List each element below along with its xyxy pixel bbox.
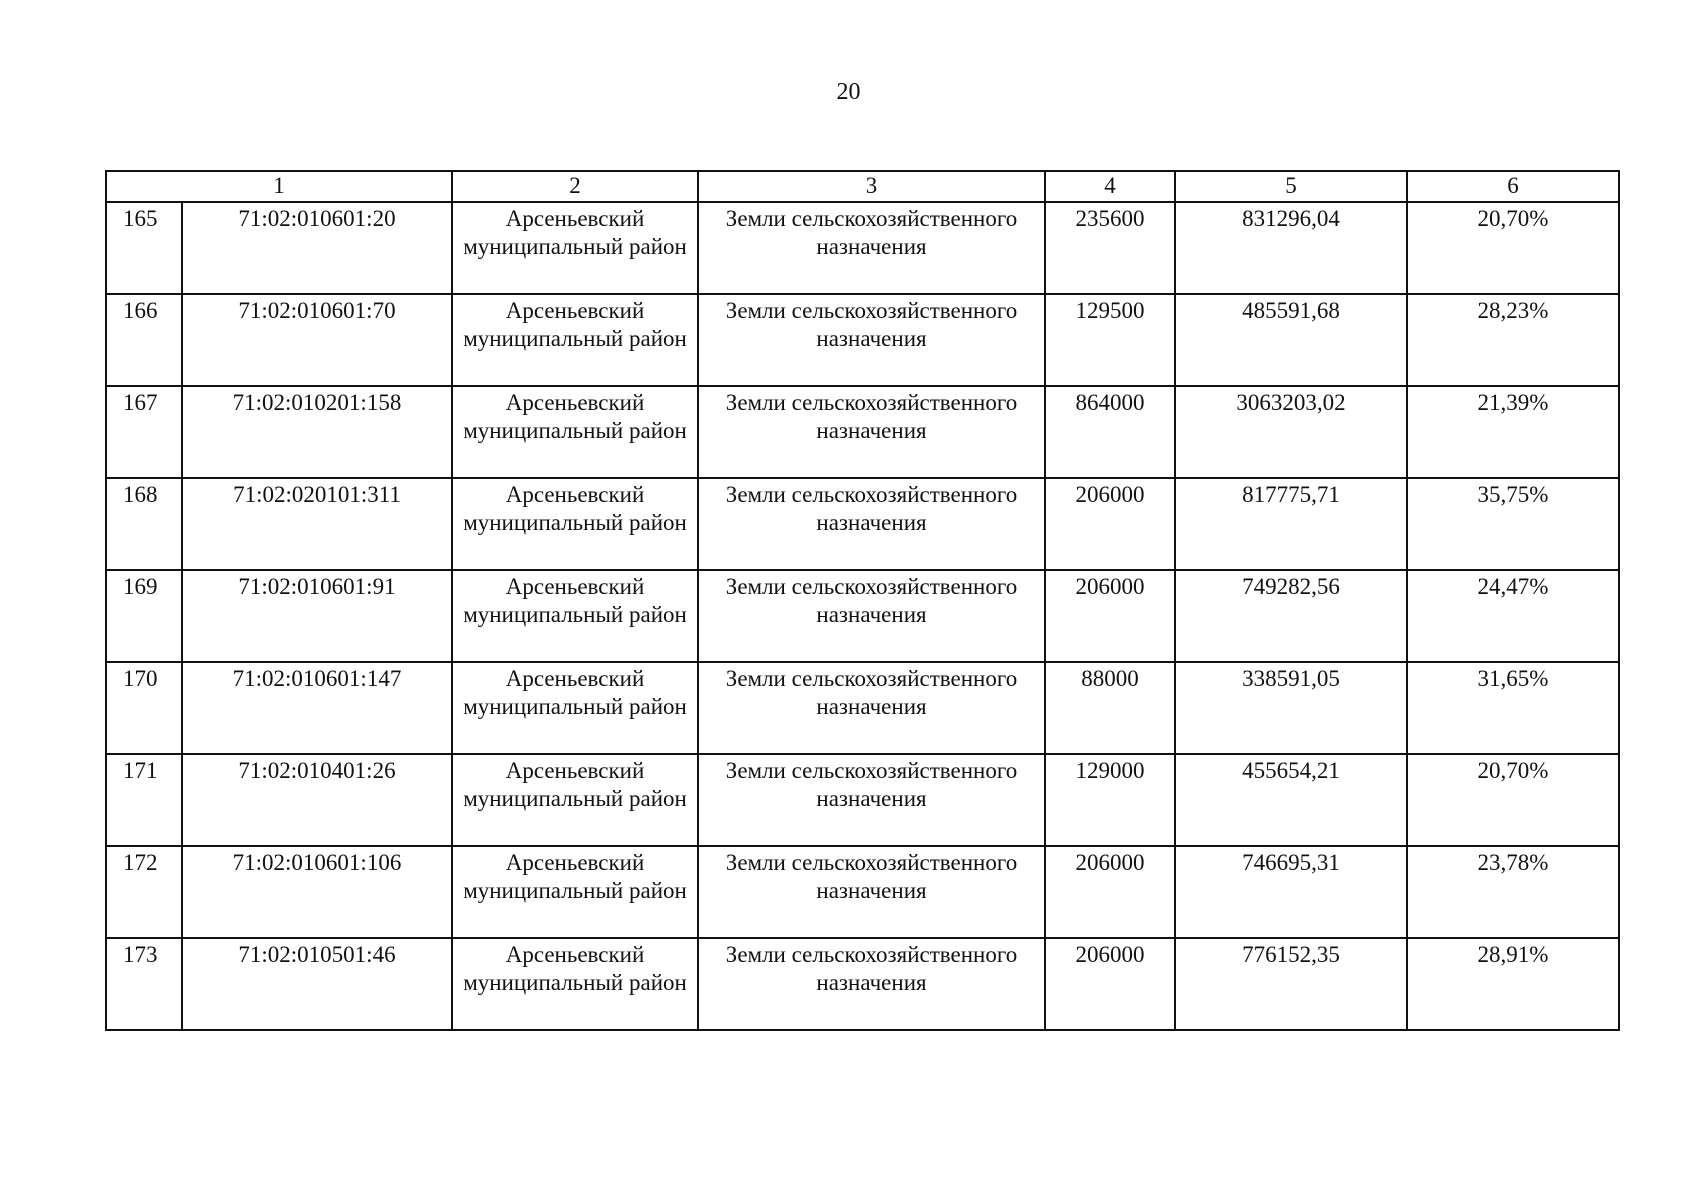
- table-row: [106, 386, 1619, 478]
- row-number: 170: [106, 662, 182, 754]
- cadastral-number: 71:02:010601:147: [182, 662, 452, 754]
- district: Арсеньевский муниципальный район: [452, 202, 698, 294]
- cadastral-value: 831296,04: [1175, 202, 1407, 294]
- land-category: Земли сельскохозяйственного назначения: [698, 202, 1045, 294]
- table-row: [106, 846, 1619, 938]
- cadastral-value: 776152,35: [1175, 938, 1407, 1030]
- cadastral-number: 71:02:010601:70: [182, 294, 452, 386]
- cadastral-number: 71:02:010401:26: [182, 754, 452, 846]
- percent: 28,23%: [1407, 294, 1619, 386]
- row-number: 173: [106, 938, 182, 1030]
- table-header-row: [106, 171, 1619, 202]
- land-category: Земли сельскохозяйственного назначения: [698, 754, 1045, 846]
- cadastral-number: 71:02:010601:91: [182, 570, 452, 662]
- header-cell-6: 6: [1407, 171, 1619, 202]
- header-cell-1: 1: [106, 171, 452, 202]
- district: Арсеньевский муниципальный район: [452, 570, 698, 662]
- percent: 35,75%: [1407, 478, 1619, 570]
- percent: 20,70%: [1407, 754, 1619, 846]
- cadastral-value: 817775,71: [1175, 478, 1407, 570]
- land-category: Земли сельскохозяйственного назначения: [698, 846, 1045, 938]
- table-row: [106, 202, 1619, 294]
- cadastral-value: 3063203,02: [1175, 386, 1407, 478]
- row-number: 165: [106, 202, 182, 294]
- cadastral-value: 749282,56: [1175, 570, 1407, 662]
- land-category: Земли сельскохозяйственного назначения: [698, 294, 1045, 386]
- district: Арсеньевский муниципальный район: [452, 478, 698, 570]
- area: 235600: [1045, 202, 1175, 294]
- row-number: 172: [106, 846, 182, 938]
- cadastral-number: 71:02:020101:311: [182, 478, 452, 570]
- cadastral-number: 71:02:010601:106: [182, 846, 452, 938]
- table-row: [106, 662, 1619, 754]
- percent: 23,78%: [1407, 846, 1619, 938]
- district: Арсеньевский муниципальный район: [452, 846, 698, 938]
- area: 864000: [1045, 386, 1175, 478]
- row-number: 168: [106, 478, 182, 570]
- percent: 31,65%: [1407, 662, 1619, 754]
- cadastral-value: 485591,68: [1175, 294, 1407, 386]
- land-category: Земли сельскохозяйственного назначения: [698, 662, 1045, 754]
- row-number: 171: [106, 754, 182, 846]
- cadastral-value: 455654,21: [1175, 754, 1407, 846]
- header-cell-2: 2: [452, 171, 698, 202]
- header-cell-4: 4: [1045, 171, 1175, 202]
- cadastral-number: 71:02:010501:46: [182, 938, 452, 1030]
- table-row: [106, 938, 1619, 1030]
- percent: 20,70%: [1407, 202, 1619, 294]
- district: Арсеньевский муниципальный район: [452, 938, 698, 1030]
- area: 206000: [1045, 938, 1175, 1030]
- district: Арсеньевский муниципальный район: [452, 662, 698, 754]
- district: Арсеньевский муниципальный район: [452, 294, 698, 386]
- area: 206000: [1045, 478, 1175, 570]
- land-category: Земли сельскохозяйственного назначения: [698, 386, 1045, 478]
- row-number: 166: [106, 294, 182, 386]
- row-number: 169: [106, 570, 182, 662]
- land-plots-table: [105, 170, 1620, 1031]
- area: 88000: [1045, 662, 1175, 754]
- area: 129000: [1045, 754, 1175, 846]
- percent: 28,91%: [1407, 938, 1619, 1030]
- cadastral-number: 71:02:010201:158: [182, 386, 452, 478]
- row-number: 167: [106, 386, 182, 478]
- table-row: [106, 570, 1619, 662]
- percent: 24,47%: [1407, 570, 1619, 662]
- district: Арсеньевский муниципальный район: [452, 386, 698, 478]
- header-cell-3: 3: [698, 171, 1045, 202]
- area: 206000: [1045, 846, 1175, 938]
- cadastral-value: 338591,05: [1175, 662, 1407, 754]
- cadastral-value: 746695,31: [1175, 846, 1407, 938]
- percent: 21,39%: [1407, 386, 1619, 478]
- table-row: [106, 478, 1619, 570]
- district: Арсеньевский муниципальный район: [452, 754, 698, 846]
- table-row: [106, 294, 1619, 386]
- header-cell-5: 5: [1175, 171, 1407, 202]
- table-row: [106, 754, 1619, 846]
- land-category: Земли сельскохозяйственного назначения: [698, 938, 1045, 1030]
- area: 129500: [1045, 294, 1175, 386]
- page-number: 20: [836, 79, 861, 105]
- land-category: Земли сельскохозяйственного назначения: [698, 478, 1045, 570]
- cadastral-number: 71:02:010601:20: [182, 202, 452, 294]
- land-category: Земли сельскохозяйственного назначения: [698, 570, 1045, 662]
- area: 206000: [1045, 570, 1175, 662]
